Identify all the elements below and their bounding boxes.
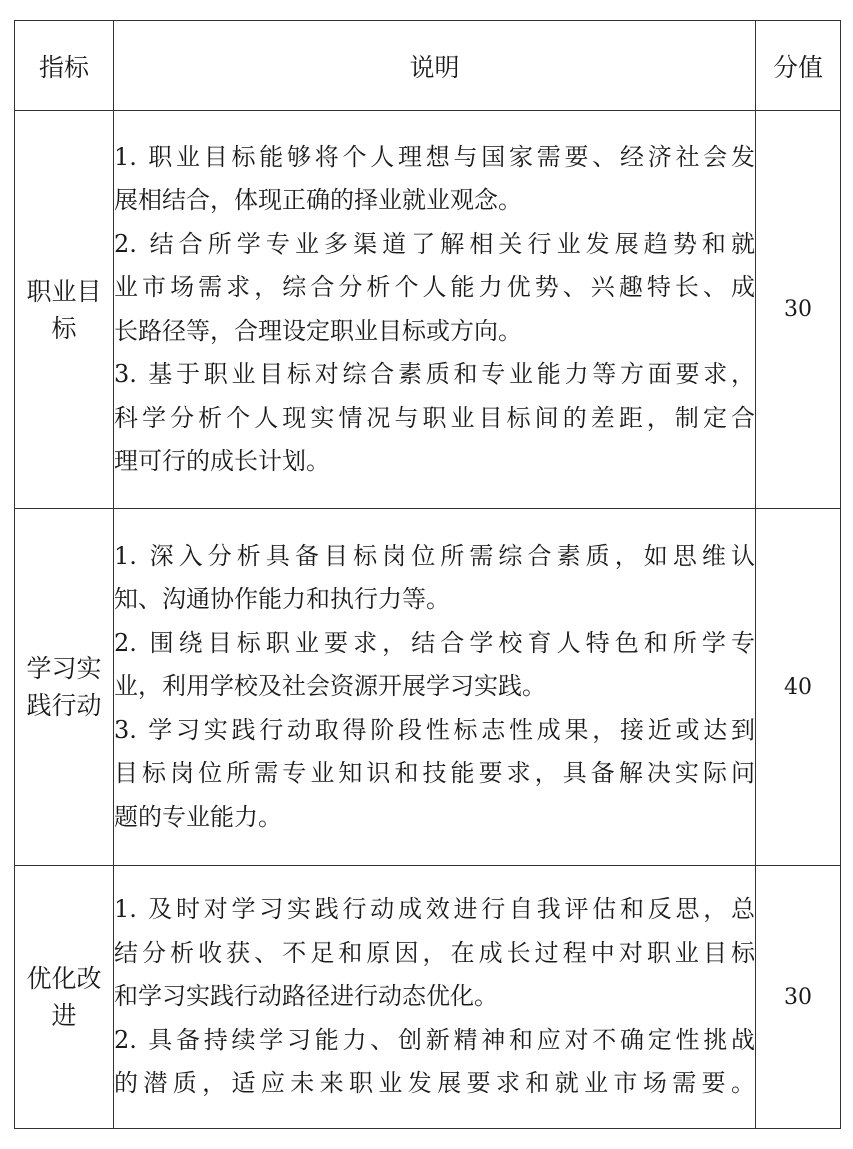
indicator-cell: 学习实践行动 [15,509,114,866]
table-row [15,111,841,509]
indicator-cell: 职业目标 [15,111,114,509]
description-line: 和学习实践行动路径进行动态优化。 [114,982,498,1011]
description-line: 1. 深入分析具备目标岗位所需综合素质，如思维认 [114,541,755,570]
table-row [15,866,841,1129]
table-row [15,509,841,866]
description-line: 2. 围绕目标职业要求，结合学校育人特色和所学专 [114,628,755,657]
score-cell: 40 [756,509,841,866]
description-line: 题的专业能力。 [114,802,282,831]
description-line: 2. 具备持续学习能力、创新精神和应对不确定性挑战 [114,1025,755,1054]
header-score: 分值 [756,21,841,111]
header-indicator: 指标 [15,21,114,111]
description-line: 的潜质，适应未来职业发展要求和就业市场需要。 [114,1069,755,1098]
description-line: 3. 基于职业目标对综合素质和专业能力等方面要求， [114,360,755,388]
description-line: 1. 职业目标能够将个人理想与国家需要、经济社会发 [114,142,755,171]
description-line: 结分析收获、不足和原因，在成长过程中对职业目标 [114,938,755,967]
description-cell [114,509,756,866]
description-cell [114,866,756,1129]
description-line: 目标岗位所需专业知识和技能要求，具备解决实际问 [114,759,755,788]
score-cell: 30 [756,111,841,509]
indicator-cell: 优化改进 [15,866,114,1129]
description-line: 2. 结合所学专业多渠道了解相关行业发展趋势和就 [114,229,755,258]
header-description: 说明 [114,21,756,111]
description-line: 业市场需求，综合分析个人能力优势、兴趣特长、成 [114,273,755,301]
table-header-row [15,21,841,111]
description-cell [114,111,756,509]
description-line: 知、沟通协作能力和执行力等。 [114,585,450,614]
description-line: 长路径等，合理设定职业目标或方向。 [114,316,522,345]
description-line: 科学分析个人现实情况与职业目标间的差距，制定合 [114,403,755,432]
description-line: 理可行的成长计划。 [114,447,330,475]
description-line: 展相结合，体现正确的择业就业观念。 [114,186,522,214]
description-line: 3. 学习实践行动取得阶段性标志性成果，接近或达到 [114,715,755,744]
score-cell: 30 [756,866,841,1129]
scoring-table [14,20,841,1129]
description-line: 业，利用学校及社会资源开展学习实践。 [114,672,546,701]
description-line: 1. 及时对学习实践行动成效进行自我评估和反思，总 [114,895,755,924]
